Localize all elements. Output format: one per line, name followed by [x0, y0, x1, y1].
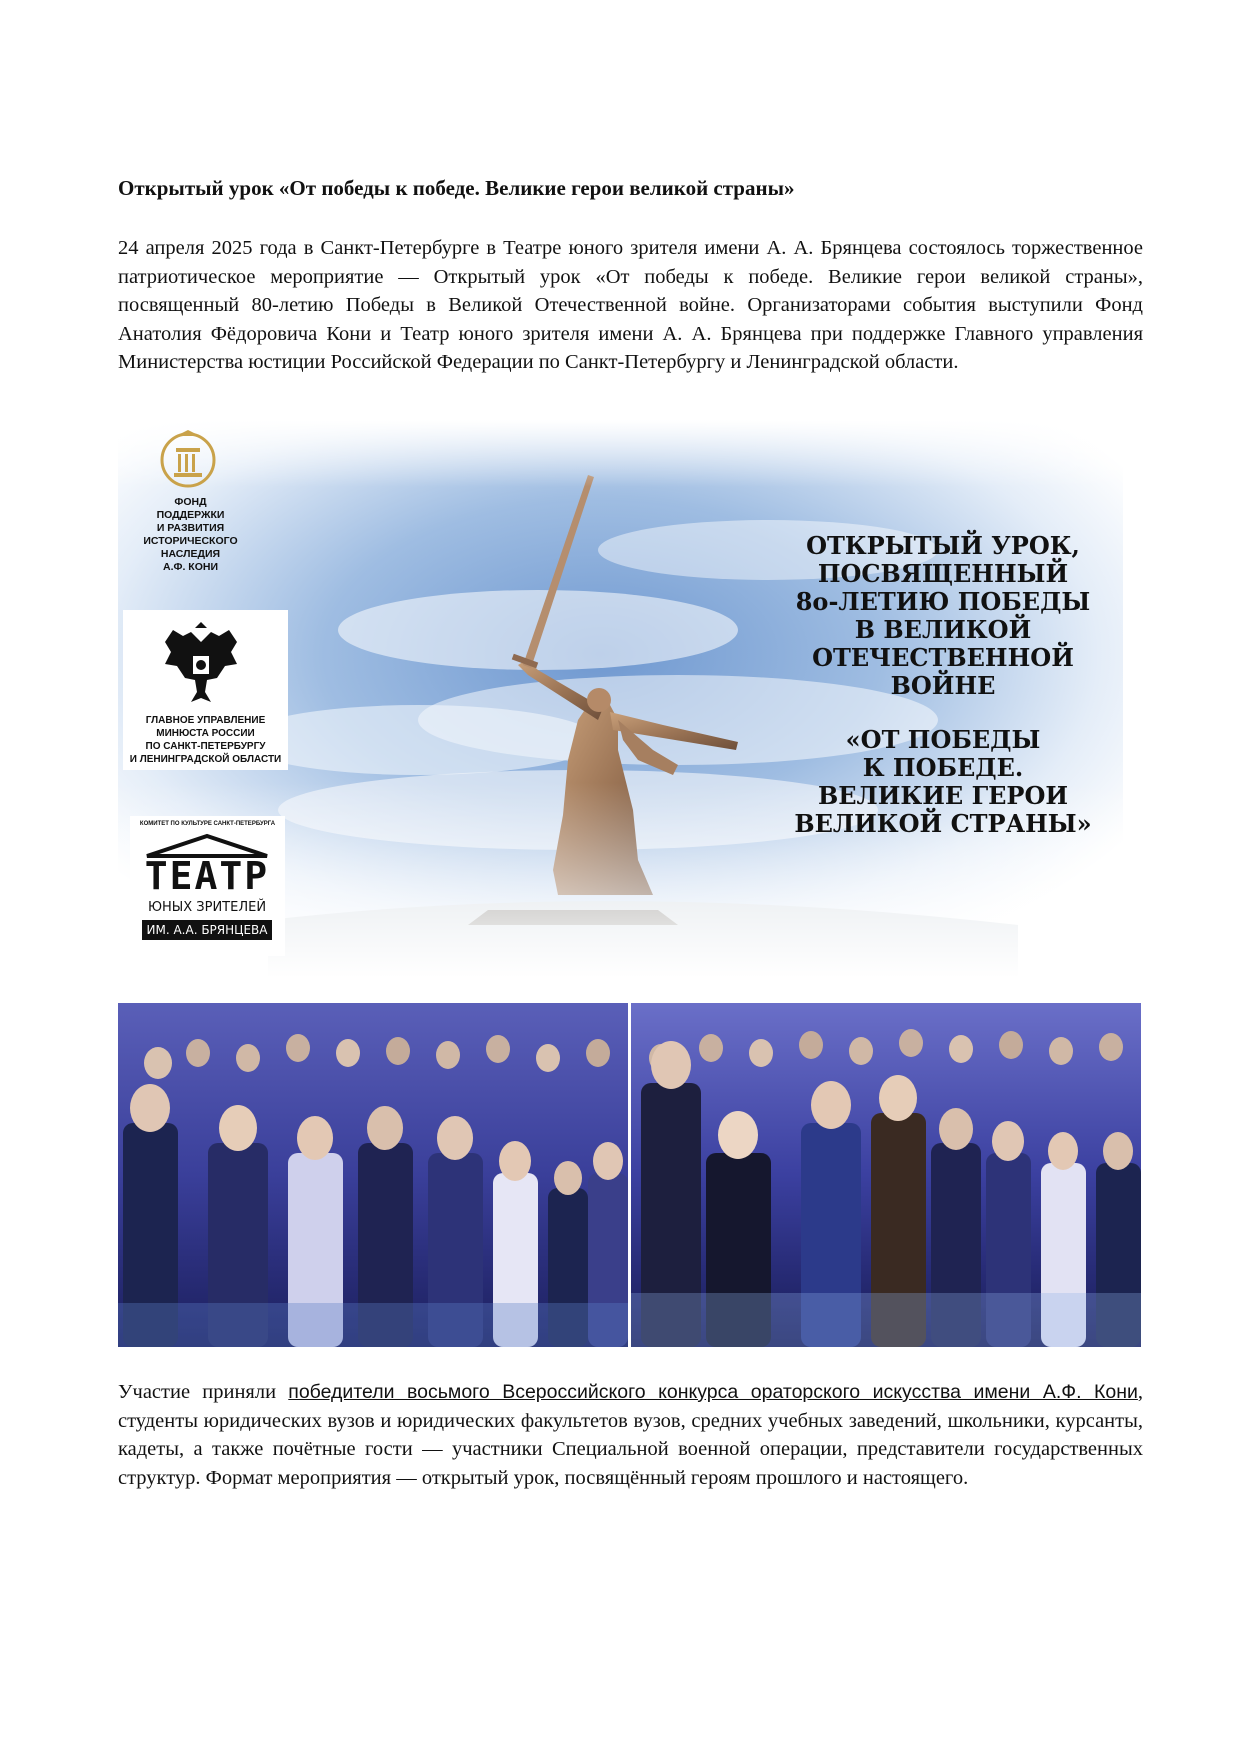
participants-lead: Участие приняли [118, 1381, 289, 1403]
event-photos [118, 1003, 1141, 1347]
theatre-big-text: ТЕАТР [144, 854, 270, 898]
poster-quote-line: «ОТ ПОБЕДЫ [845, 725, 1041, 754]
ministry-caption-line: ГЛАВНОЕ УПРАВЛЕНИЕ [145, 715, 266, 726]
participants-paragraph [118, 1378, 1143, 1492]
audience-photo-left [118, 1003, 628, 1347]
poster-quote-line: ВЕЛИКОЙ СТРАНЫ» [794, 809, 1092, 838]
poster-quote-line: ВЕЛИКИЕ ГЕРОИ [817, 781, 1069, 810]
audience-photo-right [631, 1003, 1141, 1347]
theatre-line3-text: ИМ. А.А. БРЯНЦЕВА [142, 920, 272, 940]
fund-caption-line: ИСТОРИЧЕСКОГО НАСЛЕДИЯ [143, 535, 238, 560]
poster-heading-line: В ВЕЛИКОЙ [854, 615, 1032, 644]
poster-heading [778, 532, 1108, 700]
fund-logo [118, 420, 263, 585]
poster-heading-line: ВОЙНЕ [890, 671, 996, 700]
theatre-line2-text: ЮНЫХ ЗРИТЕЛЕЙ [147, 900, 267, 915]
event-poster [118, 420, 1123, 978]
fund-caption-line: И РАЗВИТИЯ [156, 522, 225, 534]
double-headed-eagle-icon [161, 622, 241, 708]
ministry-caption-line: МИНЮСТА РОССИИ [156, 728, 255, 739]
page-title: Открытый урок «От победы к победе. Великие герои великой страны» [118, 176, 795, 200]
intro-paragraph: 24 апреля 2025 года в Санкт-Петербурге в Театре юного зрителя имени А. А. Брянцева состоялось торжественное патриотическое мероприятие — Открытый урок «От победы к победе. Великие герои великой страны», посвященный 80-летию Победы в Великой Отечественной войне. Организаторами события выступили Фонд Анатолия Фёдоровича Кони и Театр юного зрителя имени А. А. Брянцева при поддержке Главного управления Министерства юстиции Российской Федерации по Санкт-Петербургу и Ленинградской области. [118, 237, 1143, 373]
poster-heading-line: ОТЕЧЕСТВЕННОЙ [812, 643, 1074, 672]
fund-emblem-icon [158, 428, 218, 490]
poster-quote [778, 726, 1108, 838]
theatre-logo [130, 816, 285, 956]
ministry-logo [123, 610, 288, 770]
poster-heading-line: ПОСВЯЩЕННЫЙ [817, 559, 1069, 588]
contest-winners-link[interactable]: победители восьмого Всероссийского конкурса ораторского искусства имени А.Ф. Кони [288, 1381, 1138, 1403]
poster-quote-line: К ПОБЕДЕ. [862, 753, 1024, 782]
ministry-caption-line: И ЛЕНИНГРАДСКОЙ ОБЛАСТИ [129, 754, 282, 765]
fund-caption-line: ФОНД [174, 496, 207, 508]
poster-heading-line: ОТКРЫТЫЙ УРОК, [806, 531, 1080, 560]
poster-heading-line: 8о-ЛЕТИЮ ПОБЕДЫ [795, 587, 1091, 616]
theatre-committee-text: КОМИТЕТ ПО КУЛЬТУРЕ САНКТ-ПЕТЕРБУРГА [139, 821, 276, 827]
ministry-caption-line: ПО САНКТ-ПЕТЕРБУРГУ [145, 741, 266, 752]
fund-caption-line: ПОДДЕРЖКИ [156, 509, 225, 521]
participants-rest: , студенты юридических вузов и юридических факультетов вузов, средних учебных заведений, школьники, курсанты, кадеты, а также почётные гости — участники Специальной военной операции, представители государственных структур. Формат мероприятия — открытый урок, посвящённый героям прошлого и настоящего. [118, 1381, 1143, 1489]
fund-caption-line: А.Ф. КОНИ [162, 561, 218, 573]
